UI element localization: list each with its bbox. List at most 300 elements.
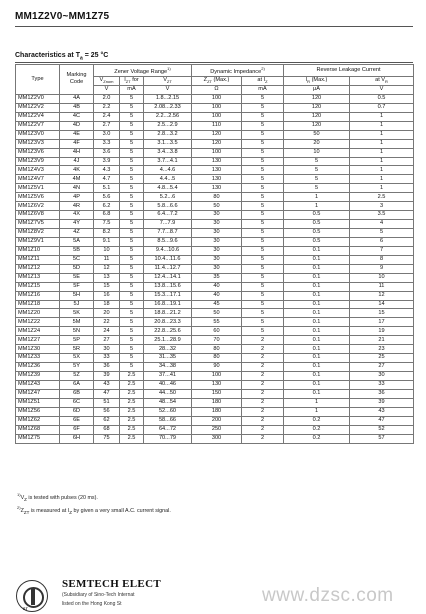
cell-at-vr: 1 <box>350 166 414 175</box>
cell-izt: 2.5 <box>120 434 144 443</box>
cell-vz-range: 48...54 <box>144 398 192 407</box>
cell-at-iz: 2 <box>242 416 284 425</box>
cell-zzt-max: 80 <box>192 193 242 202</box>
cell-vznom: 11 <box>94 255 120 264</box>
cell-ir-max: 5 <box>284 184 350 193</box>
cell-vznom: 8.2 <box>94 229 120 238</box>
cell-type: MM1Z51 <box>16 398 60 407</box>
marking-label-2: Code <box>69 79 84 86</box>
zzt-sym: Z <box>203 76 208 83</box>
at-vr-sub: R <box>385 78 388 84</box>
cell-type: MM1Z5V6 <box>16 193 60 202</box>
note1-text: is tested with pulses (20 ms). <box>26 494 98 501</box>
cell-izt: 5 <box>120 255 144 264</box>
cell-at-vr: 6 <box>350 237 414 246</box>
cell-at-iz: 2 <box>242 425 284 434</box>
title-rule <box>15 26 413 27</box>
cell-at-iz: 5 <box>242 148 284 157</box>
cell-izt: 5 <box>120 139 144 148</box>
cell-izt: 5 <box>120 121 144 130</box>
cell-zzt-max: 180 <box>192 398 242 407</box>
cell-vznom: 27 <box>94 336 120 345</box>
cell-zzt-max: 100 <box>192 372 242 381</box>
cell-ir-max: 120 <box>284 103 350 112</box>
cell-at-iz: 5 <box>242 121 284 130</box>
ir-sym: I <box>305 76 308 83</box>
cell-izt: 5 <box>120 94 144 103</box>
section-rule <box>15 62 413 63</box>
cell-at-vr: 52 <box>350 425 414 434</box>
cell-vznom: 47 <box>94 389 120 398</box>
cell-at-iz: 5 <box>242 157 284 166</box>
cell-izt: 5 <box>120 175 144 184</box>
cell-izt: 2.5 <box>120 372 144 381</box>
document-title: MM1Z2V0~MM1Z75 <box>15 11 110 22</box>
ir-sub: R <box>307 78 311 84</box>
cell-at-iz: 5 <box>242 130 284 139</box>
cell-vznom: 33 <box>94 354 120 363</box>
cell-vznom: 68 <box>94 425 120 434</box>
cell-vz-range: 5.8...6.6 <box>144 202 192 211</box>
cell-at-iz: 5 <box>242 103 284 112</box>
table-row <box>16 184 414 193</box>
cell-at-iz: 5 <box>242 291 284 300</box>
note2-z: Z <box>20 507 24 514</box>
cell-vznom: 5.1 <box>94 184 120 193</box>
cell-vznom: 6.8 <box>94 211 120 220</box>
cell-type: MM1Z33 <box>16 354 60 363</box>
table-row <box>16 345 414 354</box>
table-row <box>16 380 414 389</box>
cell-ir-max: 20 <box>284 139 350 148</box>
cell-vz-range: 64...72 <box>144 425 192 434</box>
cell-zzt-max: 70 <box>192 336 242 345</box>
cell-izt: 2.5 <box>120 407 144 416</box>
cell-type: MM1Z75 <box>16 434 60 443</box>
cell-zzt-max: 100 <box>192 94 242 103</box>
cell-ir-max: 5 <box>284 166 350 175</box>
cell-izt: 2.5 <box>120 398 144 407</box>
cell-marking-code: 5M <box>60 318 94 327</box>
cell-at-vr: 11 <box>350 282 414 291</box>
izt-sym: I <box>124 76 126 83</box>
cell-zzt-max: 130 <box>192 157 242 166</box>
cell-type: MM1Z13 <box>16 273 60 282</box>
zzt-header <box>192 76 242 85</box>
cell-vz-range: 4.8...5.4 <box>144 184 192 193</box>
cell-type: MM1Z30 <box>16 345 60 354</box>
cell-vznom: 3.3 <box>94 139 120 148</box>
cell-type: MM1Z4V3 <box>16 166 60 175</box>
izt-sub: ZT <box>125 78 131 84</box>
cell-at-vr: 21 <box>350 336 414 345</box>
cell-at-iz: 5 <box>242 229 284 238</box>
cell-vznom: 75 <box>94 434 120 443</box>
table-row <box>16 139 414 148</box>
cell-at-iz: 2 <box>242 398 284 407</box>
cell-ir-max: 5 <box>284 175 350 184</box>
table-body <box>16 94 414 443</box>
cell-zzt-max: 80 <box>192 345 242 354</box>
cell-vz-range: 3.4...3.8 <box>144 148 192 157</box>
cell-ir-max: 0.1 <box>284 282 350 291</box>
cell-type: MM1Z8V2 <box>16 229 60 238</box>
cell-ir-max: 0.1 <box>284 291 350 300</box>
table-row <box>16 363 414 372</box>
unit-izt: mA <box>120 85 144 94</box>
vzt-sub: ZT <box>166 78 172 84</box>
cell-izt: 5 <box>120 211 144 220</box>
cell-zzt-max: 200 <box>192 416 242 425</box>
cell-izt: 5 <box>120 300 144 309</box>
cell-vznom: 3.0 <box>94 130 120 139</box>
cell-type: MM1Z7V5 <box>16 220 60 229</box>
table-row <box>16 318 414 327</box>
cell-vz-range: 37...41 <box>144 372 192 381</box>
cell-zzt-max: 100 <box>192 103 242 112</box>
cell-vznom: 22 <box>94 318 120 327</box>
cell-marking-code: 5F <box>60 282 94 291</box>
note2-text: by given a very small A.C. current signal. <box>71 507 171 514</box>
cell-vz-range: 7.7...8.7 <box>144 229 192 238</box>
cell-vznom: 16 <box>94 291 120 300</box>
cell-izt: 5 <box>120 103 144 112</box>
cell-zzt-max: 80 <box>192 354 242 363</box>
cell-marking-code: 5D <box>60 264 94 273</box>
cell-at-iz: 2 <box>242 345 284 354</box>
table-row <box>16 336 414 345</box>
cell-marking-code: 4C <box>60 112 94 121</box>
cell-at-vr: 5 <box>350 229 414 238</box>
cell-marking-code: 4Y <box>60 220 94 229</box>
cell-izt: 5 <box>120 130 144 139</box>
table-row <box>16 264 414 273</box>
cell-type: MM1Z22 <box>16 318 60 327</box>
cell-marking-code: 5P <box>60 336 94 345</box>
table-row <box>16 202 414 211</box>
table-row <box>16 354 414 363</box>
cell-vz-range: 2.08...2.33 <box>144 103 192 112</box>
cell-vznom: 15 <box>94 282 120 291</box>
cell-at-vr: 14 <box>350 300 414 309</box>
cell-type: MM1Z62 <box>16 416 60 425</box>
cell-vz-range: 28...32 <box>144 345 192 354</box>
cell-at-vr: 15 <box>350 309 414 318</box>
cell-marking-code: 4D <box>60 121 94 130</box>
cell-type: MM1Z27 <box>16 336 60 345</box>
cell-vz-range: 25.1...28.9 <box>144 336 192 345</box>
cell-at-iz: 5 <box>242 255 284 264</box>
cell-izt: 5 <box>120 202 144 211</box>
cell-at-vr: 30 <box>350 372 414 381</box>
note1-v: V <box>20 494 25 501</box>
cell-zzt-max: 150 <box>192 389 242 398</box>
cell-izt: 5 <box>120 229 144 238</box>
table-row <box>16 389 414 398</box>
cell-izt: 5 <box>120 264 144 273</box>
cell-type: MM1Z9V1 <box>16 237 60 246</box>
cell-zzt-max: 50 <box>192 309 242 318</box>
cell-ir-max: 50 <box>284 130 350 139</box>
cell-at-vr: 4 <box>350 220 414 229</box>
subsidiary-note: (Subsidiary of Sino-Tech Internat <box>62 592 135 598</box>
cell-ir-max: 0.5 <box>284 220 350 229</box>
cell-marking-code: 4A <box>60 94 94 103</box>
table-row <box>16 407 414 416</box>
unit-at-iz: mA <box>242 85 284 94</box>
table-row <box>16 103 414 112</box>
cell-marking-code: 6H <box>60 434 94 443</box>
cell-izt: 5 <box>120 282 144 291</box>
cell-marking-code: 5A <box>60 237 94 246</box>
cell-izt: 5 <box>120 220 144 229</box>
cell-zzt-max: 110 <box>192 121 242 130</box>
cell-at-vr: 27 <box>350 363 414 372</box>
cell-at-vr: 0.5 <box>350 94 414 103</box>
cell-zzt-max: 30 <box>192 229 242 238</box>
cell-marking-code: 4F <box>60 139 94 148</box>
section-title-suffix: = 25 °C <box>82 52 109 59</box>
unit-zzt: Ω <box>192 85 242 94</box>
cell-at-vr: 1 <box>350 148 414 157</box>
ir-max: (Max.) <box>310 76 328 83</box>
cell-at-vr: 1 <box>350 121 414 130</box>
cell-type: MM1Z6V2 <box>16 202 60 211</box>
table-row <box>16 327 414 336</box>
characteristics-table <box>15 64 414 444</box>
cell-at-iz: 5 <box>242 184 284 193</box>
cell-izt: 2.5 <box>120 416 144 425</box>
cell-at-vr: 1 <box>350 157 414 166</box>
cell-at-vr: 25 <box>350 354 414 363</box>
footnote-2 <box>17 504 171 517</box>
cell-at-vr: 47 <box>350 416 414 425</box>
cell-zzt-max: 30 <box>192 237 242 246</box>
cell-at-iz: 2 <box>242 336 284 345</box>
cell-marking-code: 4H <box>60 148 94 157</box>
cell-marking-code: 5H <box>60 291 94 300</box>
cell-at-iz: 5 <box>242 318 284 327</box>
cell-ir-max: 120 <box>284 121 350 130</box>
cell-at-iz: 5 <box>242 94 284 103</box>
cell-ir-max: 0.1 <box>284 389 350 398</box>
table-row <box>16 193 414 202</box>
cell-izt: 5 <box>120 336 144 345</box>
cell-at-iz: 5 <box>242 166 284 175</box>
col-type-header: Type <box>16 65 60 95</box>
cell-vz-range: 9.4...10.6 <box>144 246 192 255</box>
listing-note: listed on the Hong Kong St <box>62 601 122 607</box>
cell-vz-range: 7...7.9 <box>144 220 192 229</box>
cell-at-vr: 0.7 <box>350 103 414 112</box>
vzt-sym: V <box>163 76 167 83</box>
col-marking-code-header <box>60 65 94 95</box>
cell-at-iz: 5 <box>242 175 284 184</box>
cell-at-iz: 5 <box>242 220 284 229</box>
izt-header <box>120 76 144 85</box>
table-row <box>16 255 414 264</box>
cell-marking-code: 5K <box>60 309 94 318</box>
cell-type: MM1Z6V8 <box>16 211 60 220</box>
vznom-sub: Znom <box>103 78 114 84</box>
watermark-text: www.dzsc.com <box>262 585 394 606</box>
cell-at-iz: 2 <box>242 380 284 389</box>
table-row <box>16 229 414 238</box>
table-row <box>16 273 414 282</box>
cell-vz-range: 70...79 <box>144 434 192 443</box>
cell-at-vr: 57 <box>350 434 414 443</box>
cell-izt: 5 <box>120 327 144 336</box>
cell-at-iz: 5 <box>242 112 284 121</box>
table-row <box>16 94 414 103</box>
cell-izt: 5 <box>120 345 144 354</box>
table-row <box>16 398 414 407</box>
zzt-sub: ZT <box>207 78 212 84</box>
cell-at-iz: 2 <box>242 389 284 398</box>
cell-marking-code: 5X <box>60 354 94 363</box>
table-row <box>16 157 414 166</box>
cell-marking-code: 6A <box>60 380 94 389</box>
cell-at-vr: 19 <box>350 327 414 336</box>
table-row <box>16 291 414 300</box>
table-row <box>16 372 414 381</box>
cell-ir-max: 0.1 <box>284 300 350 309</box>
cell-at-iz: 5 <box>242 309 284 318</box>
cell-ir-max: 0.1 <box>284 318 350 327</box>
cell-vznom: 51 <box>94 398 120 407</box>
cell-marking-code: 4P <box>60 193 94 202</box>
table-row <box>16 220 414 229</box>
dynamic-group-label: Dynamic Impedance <box>210 68 262 75</box>
cell-vz-range: 15.3...17.1 <box>144 291 192 300</box>
table-row <box>16 300 414 309</box>
at-vr-label: at V <box>375 76 386 83</box>
cell-izt: 2.5 <box>120 380 144 389</box>
note1-sub: Z <box>24 496 27 502</box>
cell-vz-range: 1.8...2.15 <box>144 94 192 103</box>
cell-vznom: 18 <box>94 300 120 309</box>
cell-vz-range: 11.4...12.7 <box>144 264 192 273</box>
cell-marking-code: 4K <box>60 166 94 175</box>
cell-izt: 5 <box>120 148 144 157</box>
cell-marking-code: 5N <box>60 327 94 336</box>
cell-zzt-max: 60 <box>192 327 242 336</box>
logo-mark <box>31 588 35 605</box>
cell-type: MM1Z16 <box>16 291 60 300</box>
cell-ir-max: 0.2 <box>284 434 350 443</box>
cell-type: MM1Z11 <box>16 255 60 264</box>
table-row <box>16 237 414 246</box>
cell-vznom: 4.7 <box>94 175 120 184</box>
cell-vznom: 2.4 <box>94 112 120 121</box>
cell-izt: 5 <box>120 363 144 372</box>
cell-type: MM1Z2V4 <box>16 112 60 121</box>
cell-at-iz: 5 <box>242 237 284 246</box>
cell-vznom: 7.5 <box>94 220 120 229</box>
unit-ir: μA <box>284 85 350 94</box>
cell-vznom: 13 <box>94 273 120 282</box>
cell-ir-max: 1 <box>284 398 350 407</box>
cell-at-vr: 12 <box>350 291 414 300</box>
section-title-prefix: Characteristics at T <box>15 52 80 59</box>
cell-vznom: 5.6 <box>94 193 120 202</box>
cell-izt: 5 <box>120 184 144 193</box>
cell-type: MM1Z24 <box>16 327 60 336</box>
cell-type: MM1Z3V9 <box>16 157 60 166</box>
cell-at-vr: 1 <box>350 175 414 184</box>
cell-at-iz: 2 <box>242 363 284 372</box>
cell-at-iz: 2 <box>242 354 284 363</box>
cell-vz-range: 34...38 <box>144 363 192 372</box>
marking-label-1: Marking <box>66 72 87 79</box>
table-row <box>16 246 414 255</box>
cell-vz-range: 4...4.6 <box>144 166 192 175</box>
cell-vz-range: 10.4...11.6 <box>144 255 192 264</box>
cell-at-vr: 39 <box>350 398 414 407</box>
cell-izt: 2.5 <box>120 389 144 398</box>
cell-type: MM1Z68 <box>16 425 60 434</box>
dynamic-impedance-group-header <box>192 65 284 77</box>
table-row <box>16 121 414 130</box>
cell-at-iz: 5 <box>242 202 284 211</box>
company-name: SEMTECH ELECT <box>62 578 161 590</box>
cell-vznom: 39 <box>94 372 120 381</box>
dynamic-group-note: 2) <box>261 66 265 71</box>
cell-type: MM1Z3V0 <box>16 130 60 139</box>
cell-at-iz: 5 <box>242 264 284 273</box>
unit-vznom: V <box>94 85 120 94</box>
ir-header <box>284 76 350 85</box>
cell-vz-range: 22.8...25.6 <box>144 327 192 336</box>
footnote-1 <box>17 491 171 504</box>
cell-vz-range: 20.8...23.3 <box>144 318 192 327</box>
cell-zzt-max: 90 <box>192 363 242 372</box>
cell-zzt-max: 30 <box>192 264 242 273</box>
cell-zzt-max: 50 <box>192 202 242 211</box>
cell-vznom: 6.2 <box>94 202 120 211</box>
cell-at-vr: 17 <box>350 318 414 327</box>
cell-vz-range: 5.2...6 <box>144 193 192 202</box>
cell-vznom: 12 <box>94 264 120 273</box>
unit-vzt: V <box>144 85 192 94</box>
cell-zzt-max: 180 <box>192 407 242 416</box>
section-title-sub: a <box>79 55 83 62</box>
cell-type: MM1Z47 <box>16 389 60 398</box>
cell-ir-max: 1 <box>284 202 350 211</box>
cell-ir-max: 0.5 <box>284 237 350 246</box>
cell-vznom: 24 <box>94 327 120 336</box>
cell-vz-range: 2.2...2.56 <box>144 112 192 121</box>
cell-vz-range: 3.7...4.1 <box>144 157 192 166</box>
reverse-leakage-group-header: Reverse Leakage Current <box>284 65 414 77</box>
cell-izt: 5 <box>120 291 144 300</box>
cell-ir-max: 0.1 <box>284 327 350 336</box>
cell-at-iz: 5 <box>242 139 284 148</box>
cell-ir-max: 1 <box>284 407 350 416</box>
cell-vz-range: 40...46 <box>144 380 192 389</box>
cell-vz-range: 2.5...2.9 <box>144 121 192 130</box>
cell-type: MM1Z2V0 <box>16 94 60 103</box>
cell-marking-code: 6D <box>60 407 94 416</box>
cell-at-iz: 5 <box>242 273 284 282</box>
zener-group-note: 1) <box>167 66 171 71</box>
cell-zzt-max: 100 <box>192 148 242 157</box>
cell-at-iz: 5 <box>242 246 284 255</box>
cell-at-iz: 2 <box>242 434 284 443</box>
cell-at-vr: 8 <box>350 255 414 264</box>
cell-vz-range: 2.8...3.2 <box>144 130 192 139</box>
cell-at-vr: 9 <box>350 264 414 273</box>
